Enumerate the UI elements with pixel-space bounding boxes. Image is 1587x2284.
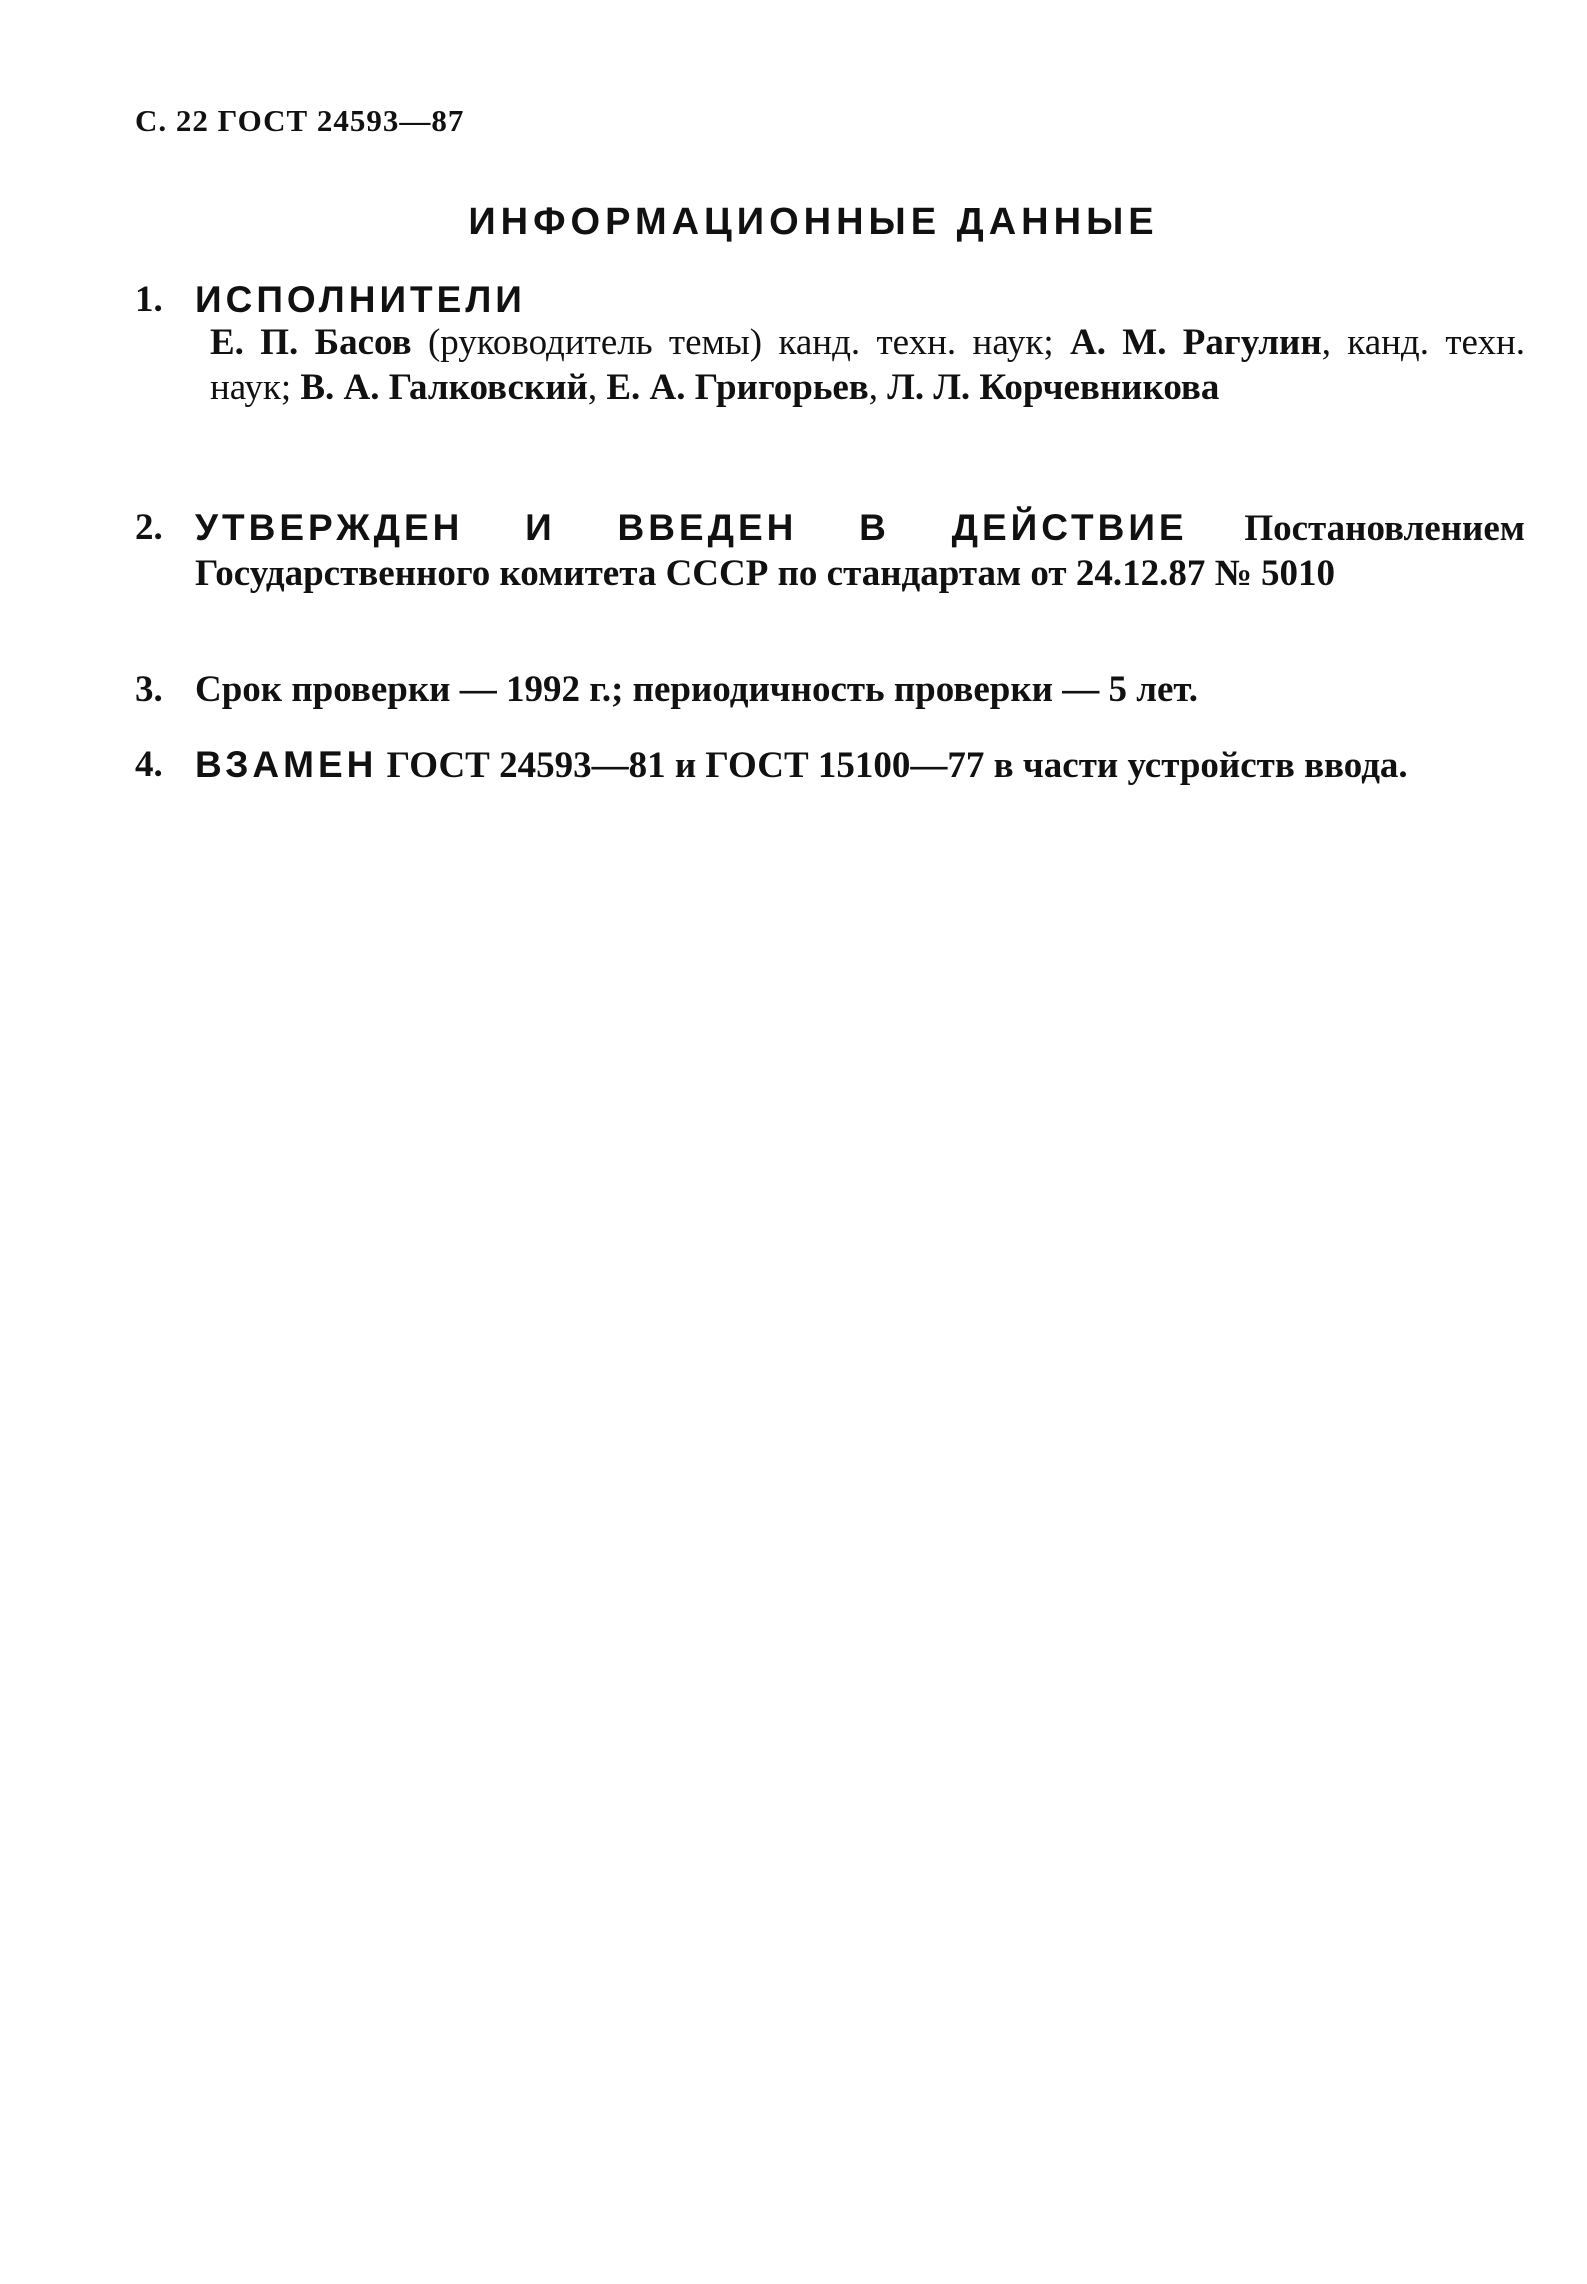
- item-text: ГОСТ 24593—81 и ГОСТ 15100—77 в части устройств ввода.: [377, 745, 1408, 786]
- person-name: В. А. Галковский: [300, 367, 588, 408]
- item-heading: ИСПОЛНИТЕЛИ: [195, 279, 526, 320]
- item-2: [135, 505, 1525, 596]
- item-number: 1.: [135, 279, 163, 320]
- person-name: А. М. Рагулин: [1069, 322, 1322, 363]
- item-1: [135, 277, 1525, 323]
- person-role: (руководитель темы) канд. техн. наук;: [411, 322, 1070, 363]
- item-number: 2.: [135, 507, 163, 548]
- page-title: ИНФОРМАЦИОННЫЕ ДАННЫЕ: [468, 201, 1159, 243]
- item-heading: ВЗАМЕН: [195, 744, 378, 785]
- item-number: 3.: [135, 669, 163, 710]
- item-number: 4.: [135, 744, 163, 785]
- person-role: ,: [868, 367, 888, 408]
- item-4: [135, 742, 1525, 788]
- item-text: Срок проверки — 1992 г.; периодичность проверки — 5 лет.: [195, 669, 1199, 710]
- item-text: Постановлением Государственного комитета СССР по стандартам от 24.12.87 № 5010: [195, 508, 1525, 594]
- running-header: С. 22 ГОСТ 24593—87: [135, 103, 465, 138]
- item-3: [135, 667, 1525, 712]
- person-name: Е. П. Басов: [210, 322, 412, 363]
- person-role: , канд. техн. наук;: [210, 322, 1525, 408]
- performers-list: [210, 320, 1525, 410]
- person-role: ,: [587, 367, 607, 408]
- person-name: Е. А. Григорьев: [606, 367, 869, 408]
- item-heading: УТВЕРЖДЕН И ВВЕДЕН В ДЕЙСТВИЕ: [195, 507, 1188, 548]
- person-name: Л. Л. Корчевникова: [887, 367, 1220, 408]
